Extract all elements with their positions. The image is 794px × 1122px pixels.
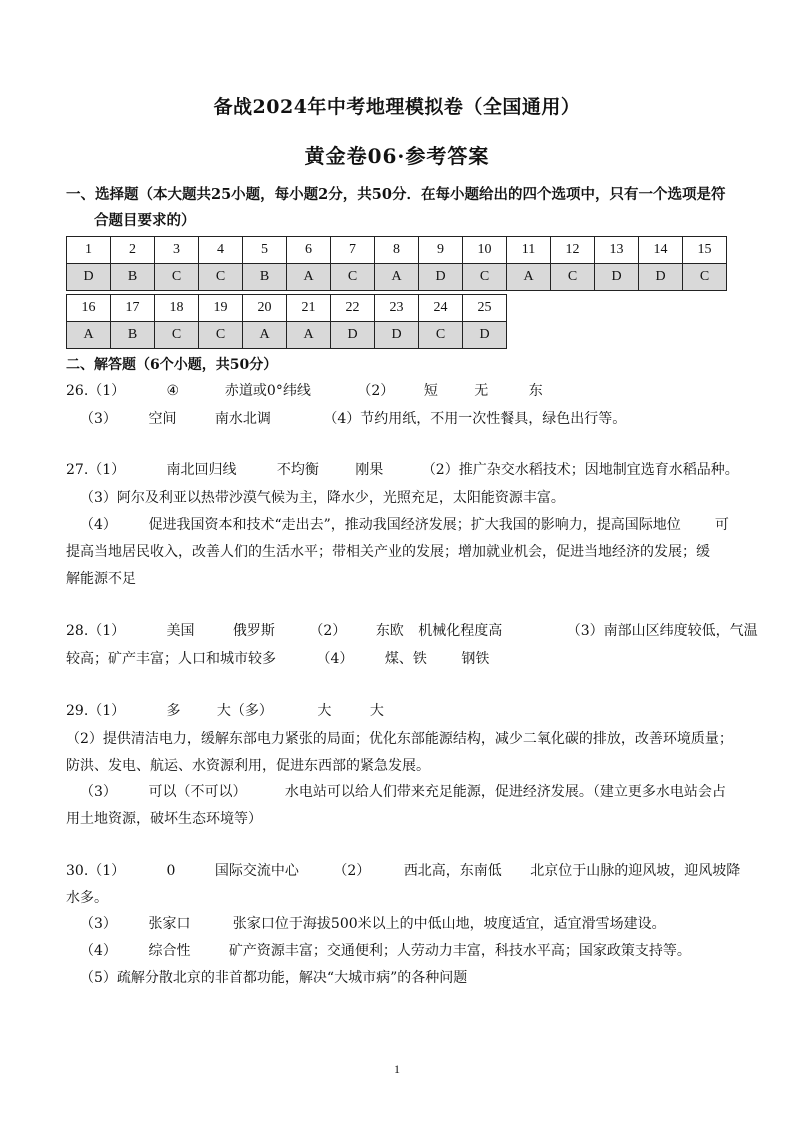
answer-cell: C <box>199 264 243 291</box>
question-number-cell: 25 <box>463 295 507 322</box>
q26-part2-label: （2） <box>357 383 395 399</box>
q28-part4-label: （4） <box>316 651 354 667</box>
question-number-cell: 5 <box>243 237 287 264</box>
q27-part2-answer: （2）推广杂交水稻技术；因地制宜选育水稻品种。 <box>421 462 739 478</box>
answer-cell: C <box>155 322 199 349</box>
q26-part4-answer: （4）节约用纸，不用一次性餐具，绿色出行等。 <box>323 411 627 427</box>
q28-answer: 较高；矿产丰富；人口和城市较多 <box>66 651 276 667</box>
q29-line4 <box>80 781 726 801</box>
answer-cell: D <box>639 264 683 291</box>
q27-line3 <box>80 514 729 534</box>
question-number-row <box>67 237 727 264</box>
question-number-cell: 8 <box>375 237 419 264</box>
question-number-cell: 22 <box>331 295 375 322</box>
answer-cell: C <box>155 264 199 291</box>
question-number-cell: 20 <box>243 295 287 322</box>
q30-answer: 北京位于山脉的迎风坡，迎风坡降 <box>530 863 741 879</box>
answer-cell: D <box>331 322 375 349</box>
question-number-cell: 2 <box>111 237 155 264</box>
q30-part4-label: （4） <box>80 943 117 959</box>
answer-cell: C <box>199 322 243 349</box>
question-number-cell: 7 <box>331 237 375 264</box>
answer-cell: C <box>419 322 463 349</box>
q28-part2-label: （2） <box>309 623 347 639</box>
q26-answer: 空间 <box>148 411 177 427</box>
question-number-cell: 6 <box>287 237 331 264</box>
question-number-cell: 19 <box>199 295 243 322</box>
answer-cell: A <box>67 322 111 349</box>
answer-cell: C <box>463 264 507 291</box>
q26-answer: 南水北调 <box>214 411 271 427</box>
q29-answer: 多 <box>166 703 181 719</box>
section1-line1: 一、选择题（本大题共25小题，每小题2分，共50分．在每小题给出的四个选项中，只有一个选项是符 <box>66 186 726 203</box>
answer-cell: D <box>419 264 463 291</box>
q27-part4-label: （4） <box>80 517 117 533</box>
q30-answer: 国际交流中心 <box>214 863 299 879</box>
q30-line3 <box>80 913 666 933</box>
q30-answer: 矿产资源丰富；交通便利；人劳动力丰富，科技水平高；国家政策支持等。 <box>228 943 691 959</box>
q28-part3-answer: （3）南部山区纬度较低，气温 <box>566 623 758 639</box>
q26-answer: 短 <box>423 383 438 399</box>
q30-answer: 综合性 <box>148 943 191 959</box>
q27-answer: 不均衡 <box>276 462 319 478</box>
q30-line4 <box>80 940 691 960</box>
q28-answer: 机械化程度高 <box>418 623 503 639</box>
answer-cell: C <box>551 264 595 291</box>
q30-part2-label: （2） <box>333 863 371 879</box>
q29-answer: 大 <box>369 703 384 719</box>
q27-answer: 可 <box>714 517 729 533</box>
q27-line5: 解能源不足 <box>66 571 136 587</box>
question-number-cell: 17 <box>111 295 155 322</box>
q27-answer: 南北回归线 <box>166 462 237 478</box>
answer-cell: A <box>243 322 287 349</box>
q27-line4: 提高当地居民收入，改善人们的生活水平；带相关产业的发展；增加就业机会，促进当地经济的发展；缓 <box>66 544 710 560</box>
question-number-cell: 11 <box>507 237 551 264</box>
q30-line1 <box>66 860 740 880</box>
q30-answer: 张家口 <box>148 916 191 932</box>
question-number-cell: 23 <box>375 295 419 322</box>
q30-part3-label: （3） <box>80 916 117 932</box>
q29-part1-label: 29.（1） <box>66 703 126 719</box>
q27-part1-label: 27.（1） <box>66 462 126 478</box>
q26-answer: 东 <box>528 383 543 399</box>
question-number-cell: 9 <box>419 237 463 264</box>
page-number: 1 <box>394 1062 400 1076</box>
q29-answer: 大（多） <box>216 703 273 719</box>
q28-answer: 俄罗斯 <box>232 623 275 639</box>
answer-cell: A <box>507 264 551 291</box>
question-number-cell: 24 <box>419 295 463 322</box>
answer-table-1 <box>66 236 727 291</box>
q29-line5: 用土地资源，破坏生态环境等） <box>66 811 262 827</box>
answer-cell: C <box>331 264 375 291</box>
answer-cell: D <box>67 264 111 291</box>
answer-cell: D <box>595 264 639 291</box>
q28-answer: 煤、铁 <box>384 651 427 667</box>
q28-answer: 美国 <box>166 623 195 639</box>
q26-line1 <box>66 380 543 400</box>
page-subtitle: 黄金卷06·参考答案 <box>304 144 490 168</box>
answer-cell: D <box>463 322 507 349</box>
q27-answer: 刚果 <box>355 462 384 478</box>
q30-answer: 西北高，东南低 <box>403 863 502 879</box>
q29-answer: 可以（不可以） <box>148 784 247 800</box>
q28-line1 <box>66 620 758 640</box>
section1-line2: 合题目要求的） <box>94 212 196 229</box>
q29-answer: 水电站可以给人们带来充足能源，促进经济发展。（建立更多水电站会占 <box>284 784 726 800</box>
q30-part1-label: 30.（1） <box>66 863 126 879</box>
q26-part1-label: 26.（1） <box>66 383 126 399</box>
q29-answer: 大 <box>317 703 332 719</box>
question-number-cell: 12 <box>551 237 595 264</box>
q26-answer: ④ <box>166 383 180 399</box>
q27-line2: （3）阿尔及利亚以热带沙漠气候为主，降水少，光照充足，太阳能资源丰富。 <box>80 490 565 506</box>
q30-answer: 0 <box>166 863 176 879</box>
q26-line2 <box>80 408 626 428</box>
answer-table-2 <box>66 294 507 349</box>
q26-answer: 无 <box>474 383 489 399</box>
question-number-cell: 16 <box>67 295 111 322</box>
answer-cell: B <box>243 264 287 291</box>
question-number-cell: 18 <box>155 295 199 322</box>
answer-key-row <box>67 264 727 291</box>
q26-part3-label: （3） <box>80 411 117 427</box>
answer-cell: A <box>287 264 331 291</box>
answer-cell: C <box>683 264 727 291</box>
question-number-cell: 3 <box>155 237 199 264</box>
q29-line1 <box>66 700 384 720</box>
q29-part3-label: （3） <box>80 784 117 800</box>
question-number-cell: 21 <box>287 295 331 322</box>
question-number-row <box>67 295 507 322</box>
question-number-cell: 13 <box>595 237 639 264</box>
question-number-cell: 14 <box>639 237 683 264</box>
question-number-cell: 4 <box>199 237 243 264</box>
answer-key-row <box>67 322 507 349</box>
answer-cell: B <box>111 264 155 291</box>
page-title: 备战2024年中考地理模拟卷（全国通用） <box>213 96 581 118</box>
answer-cell: A <box>287 322 331 349</box>
answer-cell: B <box>111 322 155 349</box>
q27-line1 <box>66 459 739 479</box>
q26-answer: 赤道或0°纬线 <box>224 383 311 399</box>
question-number-cell: 15 <box>683 237 727 264</box>
section1-instructions <box>66 182 736 234</box>
q29-line2: （2）提供清洁电力，缓解东部电力紧张的局面；优化东部能源结构，减少二氧化碳的排放，改善环境质量； <box>66 731 733 747</box>
q30-line5: （5）疏解分散北京的非首都功能，解决“大城市病”的各种问题 <box>80 970 468 986</box>
q28-answer: 钢铁 <box>461 651 490 667</box>
answer-cell: D <box>375 322 419 349</box>
q27-answer: 促进我国资本和技术“走出去”，推动我国经济发展；扩大我国的影响力，提高国际地位 <box>148 517 681 533</box>
q29-line3: 防洪、发电、航运、水资源利用，促进东西部的紧急发展。 <box>66 758 430 774</box>
section2-heading: 二、解答题（6个小题，共50分） <box>66 357 278 373</box>
answer-cell: A <box>375 264 419 291</box>
q28-line2 <box>66 648 489 668</box>
q28-part1-label: 28.（1） <box>66 623 126 639</box>
q30-line2: 水多。 <box>66 890 108 906</box>
q28-answer: 东欧 <box>375 623 404 639</box>
question-number-cell: 1 <box>67 237 111 264</box>
q30-answer: 张家口位于海拔500米以上的中低山地，坡度适宜，适宜滑雪场建设。 <box>232 916 666 932</box>
question-number-cell: 10 <box>463 237 507 264</box>
